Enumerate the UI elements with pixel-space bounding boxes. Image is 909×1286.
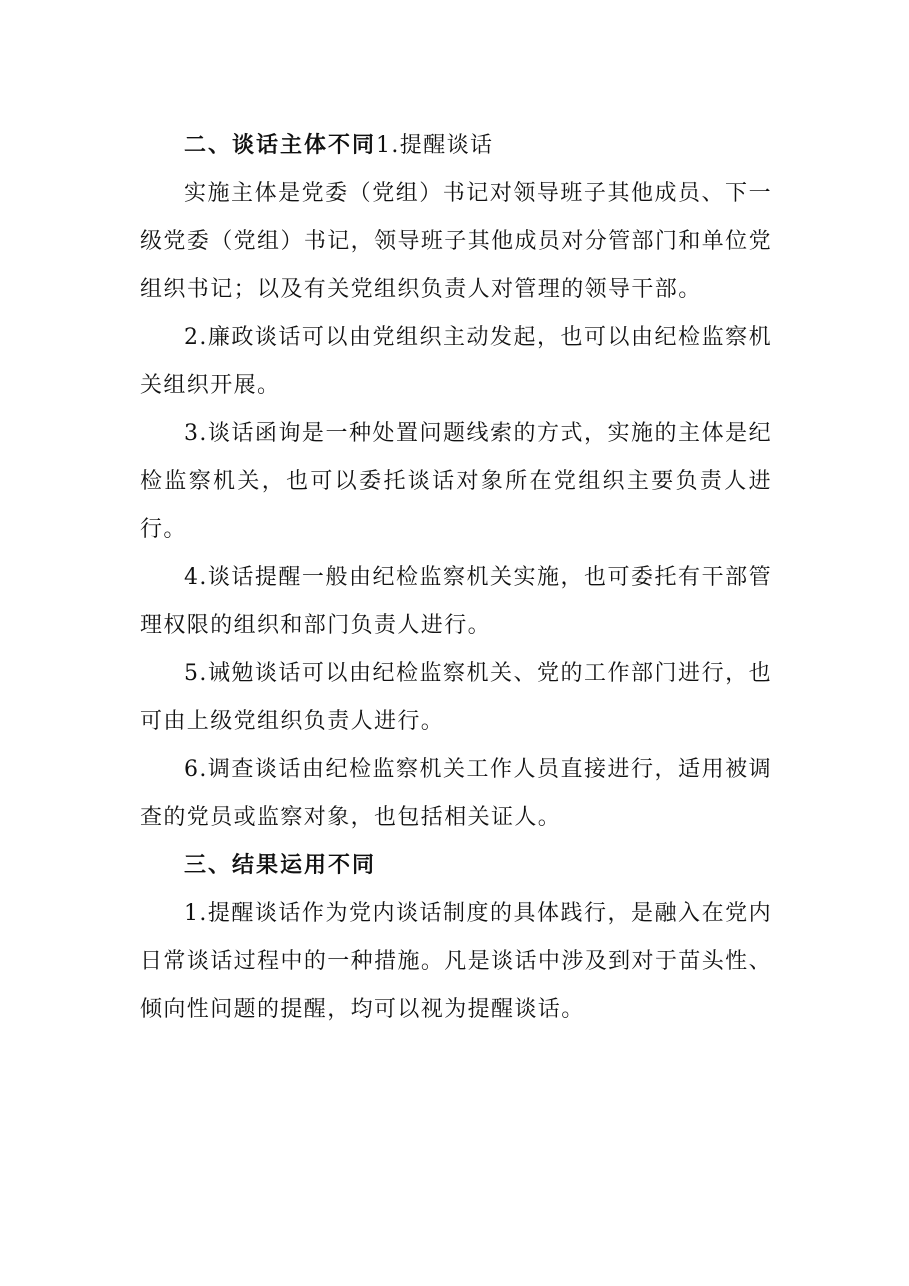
section-3-heading-line (140, 842, 772, 890)
document-body (140, 122, 772, 1034)
section-2-heading: 二、谈话主体不同 (184, 133, 377, 158)
section-3-heading: 三、结果运用不同 (184, 853, 377, 878)
paragraph: 5.诫勉谈话可以由纪检监察机关、党的工作部门进行，也可由上级党组织负责人进行。 (140, 661, 772, 734)
paragraph: 3.谈话函询是一种处置问题线索的方式，实施的主体是纪检监察机关，也可以委托谈话对象所在党组织主要负责人进行。 (140, 421, 772, 542)
paragraph: 1.提醒谈话作为党内谈话制度的具体践行，是融入在党内日常谈话过程中的一种措施。凡是谈话中涉及到对于苗头性、倾向性问题的提醒，均可以视为提醒谈话。 (140, 901, 772, 1022)
paragraph: 4.谈话提醒一般由纪检监察机关实施，也可委托有干部管理权限的组织和部门负责人进行。 (140, 565, 772, 638)
section-2-subheading: 1.提醒谈话 (376, 133, 494, 158)
paragraph: 6.调查谈话由纪检监察机关工作人员直接进行，适用被调查的党员或监察对象，也包括相关证人。 (140, 757, 772, 830)
paragraph: 实施主体是党委（党组）书记对领导班子其他成员、下一级党委（党组）书记，领导班子其他成员对分管部门和单位党组织书记；以及有关党组织负责人对管理的领导干部。 (140, 181, 772, 302)
section-2-heading-line (140, 122, 772, 170)
paragraph: 2.廉政谈话可以由党组织主动发起，也可以由纪检监察机关组织开展。 (140, 325, 772, 398)
